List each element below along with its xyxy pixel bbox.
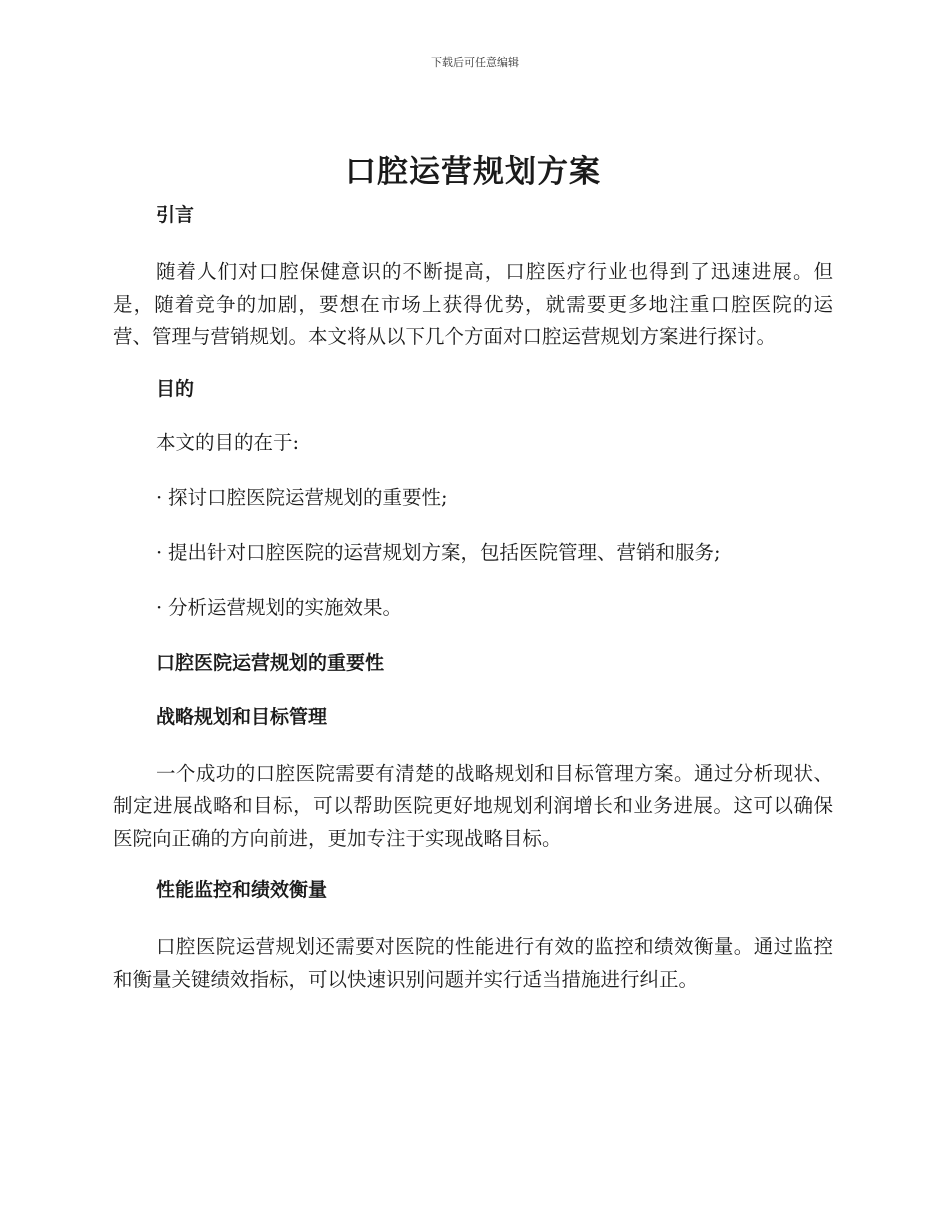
bullet-icon: · [156,595,163,619]
list-item-text: 提出针对口腔医院的运营规划方案，包括医院管理、营销和服务; [168,540,721,564]
list-item [113,485,833,511]
header-note: 下载后可任意编辑 [431,56,519,69]
list-item [113,595,833,621]
strategy-heading: 战略规划和目标管理 [156,705,328,728]
document-body [113,150,833,1018]
importance-heading: 口腔医院运营规划的重要性 [156,651,385,674]
intro-heading: 引言 [156,204,195,226]
performance-heading: 性能监控和绩效衡量 [156,879,328,901]
bullet-icon: · [156,540,163,564]
list-item [113,540,833,566]
purpose-heading: 目的 [156,377,195,400]
document-title: 口腔运营规划方案 [345,154,601,190]
strategy-paragraph: 一个成功的口腔医院需要有清楚的战略规划和目标管理方案。通过分析现状、制定进展战略和目标，可以帮助医院更好地规划利润增长和业务进展。这可以确保医院向正确的方向前进，更加专注于实现战略目标。 [113,761,833,850]
list-item-text: 探讨口腔医院运营规划的重要性; [168,485,448,509]
performance-paragraph: 口腔医院运营规划还需要对医院的性能进行有效的监控和绩效衡量。通过监控和衡量关键绩效指标，可以快速识别问题并实行适当措施进行纠正。 [113,935,833,991]
intro-paragraph: 随着人们对口腔保健意识的不断提高，口腔医疗行业也得到了迅速进展。但是，随着竞争的加剧，要想在市场上获得优势，就需要更多地注重口腔医院的运营、管理与营销规划。本文将从以下几个方面对口腔运营规划方案进行探讨。 [113,260,833,348]
purpose-lead: 本文的目的在于: [156,430,300,454]
list-item-text: 分析运营规划的实施效果。 [168,595,403,619]
bullet-icon: · [156,485,163,509]
